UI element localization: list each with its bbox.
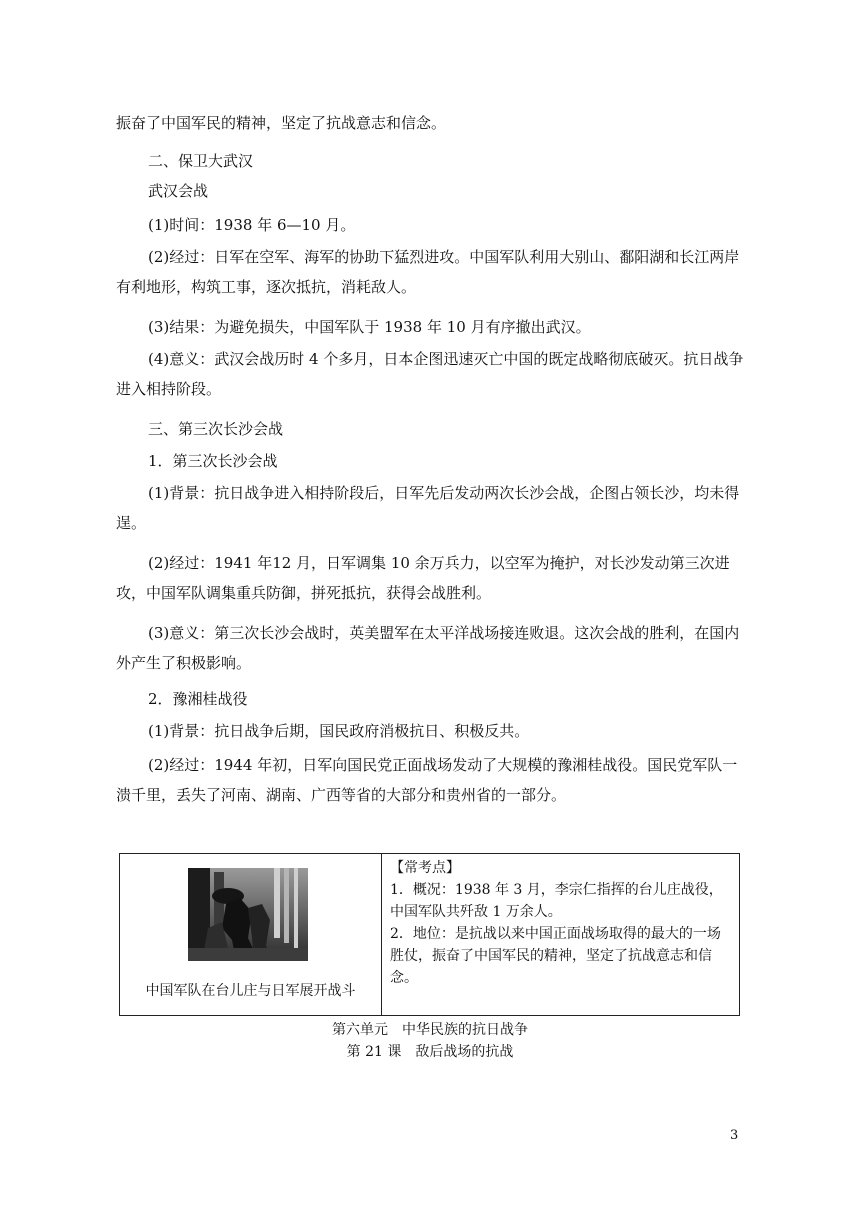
section-heading-changsha: 三、第三次长沙会战 bbox=[148, 420, 284, 438]
changsha-process: (2)经过：1941 年12 月，日军调集 10 余万兵力，以空军为掩护，对长沙发动第三次进攻，中国军队调集重兵防御，拼死抵抗，获得会战胜利。 bbox=[116, 554, 730, 602]
image-cell bbox=[120, 854, 382, 1015]
wuhan-result: (3)结果：为避免损失，中国军队于 1938 年 10 月有序撤出武汉。 bbox=[148, 318, 591, 336]
battle-photo bbox=[188, 868, 308, 961]
subheading-wuhan-battle: 武汉会战 bbox=[148, 182, 209, 200]
notes-heading: 【常考点】 bbox=[390, 860, 460, 876]
yuxianggui-background: (1)背景：抗日战争后期，国民政府消极抗日、积极反共。 bbox=[148, 722, 530, 740]
lesson-title: 第 21 课 敌后战场的抗战 bbox=[346, 1044, 514, 1060]
changsha-significance: (3)意义：第三次长沙会战时，英美盟军在太平洋战场接连败退。这次会战的胜利，在国内外产生了积极影响。 bbox=[116, 624, 740, 672]
section-heading-wuhan: 二、保卫大武汉 bbox=[148, 152, 254, 170]
key-points-table bbox=[119, 853, 740, 1016]
wuhan-process: (2)经过：日军在空军、海军的协助下猛烈进攻。中国军队利用大别山、鄱阳湖和长江两岸有利地形，构筑工事，逐次抵抗，消耗敌人。 bbox=[116, 248, 740, 296]
wuhan-time: (1)时间：1938 年 6—10 月。 bbox=[148, 216, 356, 234]
changsha-background: (1)背景：抗日战争进入相持阶段后，日军先后发动两次长沙会战，企图占领长沙，均未得逞。 bbox=[116, 484, 740, 532]
subheading-yuxianggui: 2．豫湘桂战役 bbox=[148, 690, 248, 708]
paragraph-continuation: 振奋了中国军民的精神，坚定了抗战意志和信念。 bbox=[116, 114, 447, 132]
photo-caption: 中国军队在台儿庄与日军展开战斗 bbox=[145, 983, 356, 999]
notes-cell bbox=[382, 854, 739, 1015]
wuhan-significance: (4)意义：武汉会战历时 4 个多月，日本企图迅速灭亡中国的既定战略彻底破灭。抗日战争进入相持阶段。 bbox=[116, 350, 744, 398]
note-status: 2．地位：是抗战以来中国正面战场取得的最大的一场胜仗，振奋了中国军民的精神，坚定了抗战意志和信念。 bbox=[390, 926, 721, 986]
note-overview: 1．概况：1938 年 3 月，李宗仁指挥的台儿庄战役，中国军队共歼敌 1 万余人。 bbox=[390, 882, 723, 920]
subheading-changsha: 1．第三次长沙会战 bbox=[148, 452, 278, 470]
yuxianggui-process: (2)经过：1944 年初，日军向国民党正面战场发动了大规模的豫湘桂战役。国民党军队一溃千里，丢失了河南、湖南、广西等省的大部分和贵州省的一部分。 bbox=[116, 756, 738, 804]
page-number: 3 bbox=[730, 1128, 739, 1143]
unit-title: 第六单元 中华民族的抗日战争 bbox=[332, 1022, 528, 1038]
